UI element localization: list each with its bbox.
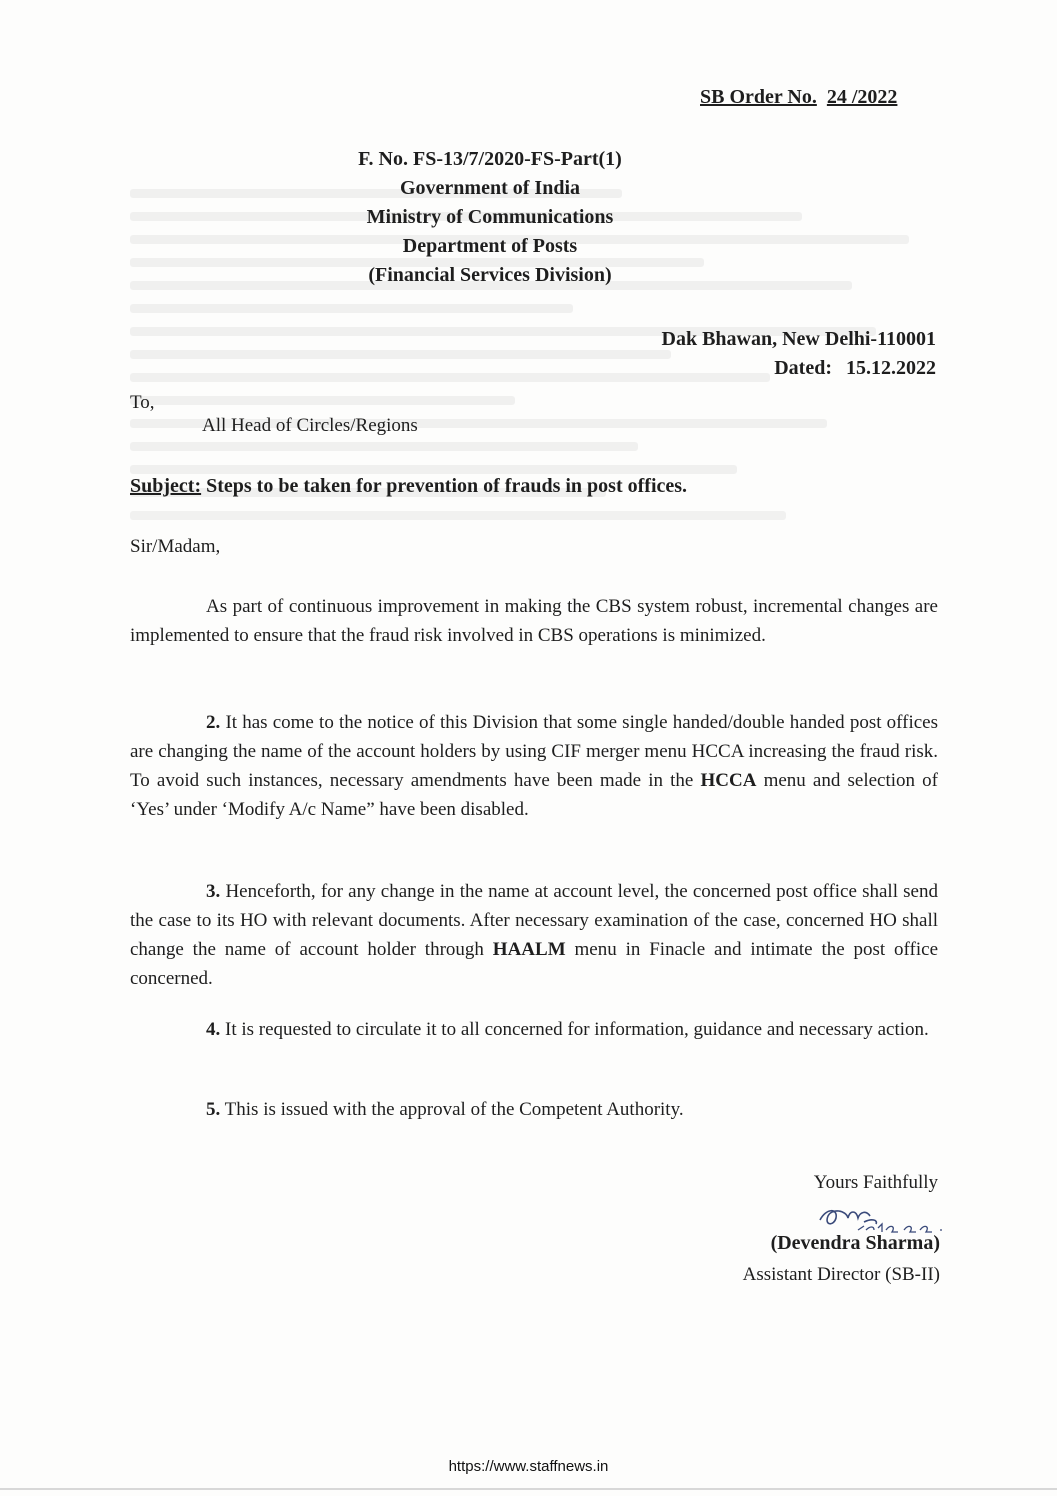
subject-text: Steps to be taken for prevention of frauds in post offices. [206,475,688,497]
paragraph-intro-text: As part of continuous improvement in making the CBS system robust, incremental changes are implemented to ensure that the fraud risk involved in CBS operations is minimized. [130,596,938,646]
paragraph-5-text: This is issued with the approval of the Competent Authority. [224,1099,684,1120]
letterhead [280,145,700,290]
bottom-edge-rule [0,1488,1057,1490]
footer-url[interactable]: https://www.staffnews.in [448,1458,609,1475]
addressee: All Head of Circles/Regions [202,415,418,436]
paragraph-2-number: 2. [206,712,221,733]
paragraph-3-text-b: menu in Finacle and intimate the post office concerned. [130,939,939,989]
handwritten-signature [812,1200,972,1236]
paragraph-3 [130,877,938,993]
to-label: To, [130,392,155,413]
date-line [774,357,936,380]
heading-department: Department of Posts [402,235,578,257]
heading-division: (Financial Services Division) [368,264,612,286]
heading-ministry: Ministry of Communications [366,206,614,228]
paragraph-2-text-b: menu and selection of ‘Yes’ under ‘Modify A/c Name” have been disabled. [130,770,938,820]
file-number: F. No. FS-13/7/2020-FS-Part(1) [358,148,622,170]
heading-government: Government of India [400,177,580,199]
date-value: 15.12.2022 [846,357,936,379]
signatory-designation: Assistant Director (SB-II) [742,1264,940,1285]
paragraph-3-text-a: Henceforth, for any change in the name at account level, the concerned post office shall send the case to its HO with relevant documents. After necessary examination of the case, concerned HO shall change the name of account holder through [130,881,938,960]
paragraph-5-number: 5. [206,1099,221,1120]
paragraph-4-number: 4. [206,1019,221,1040]
signatory-name: (Devendra Sharma) [770,1232,940,1254]
order-number: 24 /2022 [826,86,898,108]
date-label: Dated: [774,357,832,379]
paragraph-5 [130,1095,938,1124]
paragraph-2 [130,708,938,824]
paragraph-4 [130,1015,938,1044]
paragraph-2-text-a: It has come to the notice of this Division that some single handed/double handed post offices are changing the name of the account holders by using CIF merger menu HCCA increasing the fraud risk. To avoid such instances, necessary amendments have been made in the [130,712,939,791]
sb-order-number [700,86,897,109]
office-address: Dak Bhawan, New Delhi-110001 [661,328,936,350]
subject-label: Subject: [130,475,202,497]
order-label: SB Order No. [700,86,817,108]
subject-line [130,475,687,498]
paragraph-3-number: 3. [206,881,221,902]
paragraph-4-text: It is requested to circulate it to all concerned for information, guidance and necessary action. [225,1019,929,1040]
signoff: Yours Faithfully [813,1172,938,1193]
haalm-menu-term: HAALM [492,939,566,960]
paragraph-intro [130,592,938,650]
salutation: Sir/Madam, [130,536,221,557]
hcca-menu-term: HCCA [700,770,757,791]
